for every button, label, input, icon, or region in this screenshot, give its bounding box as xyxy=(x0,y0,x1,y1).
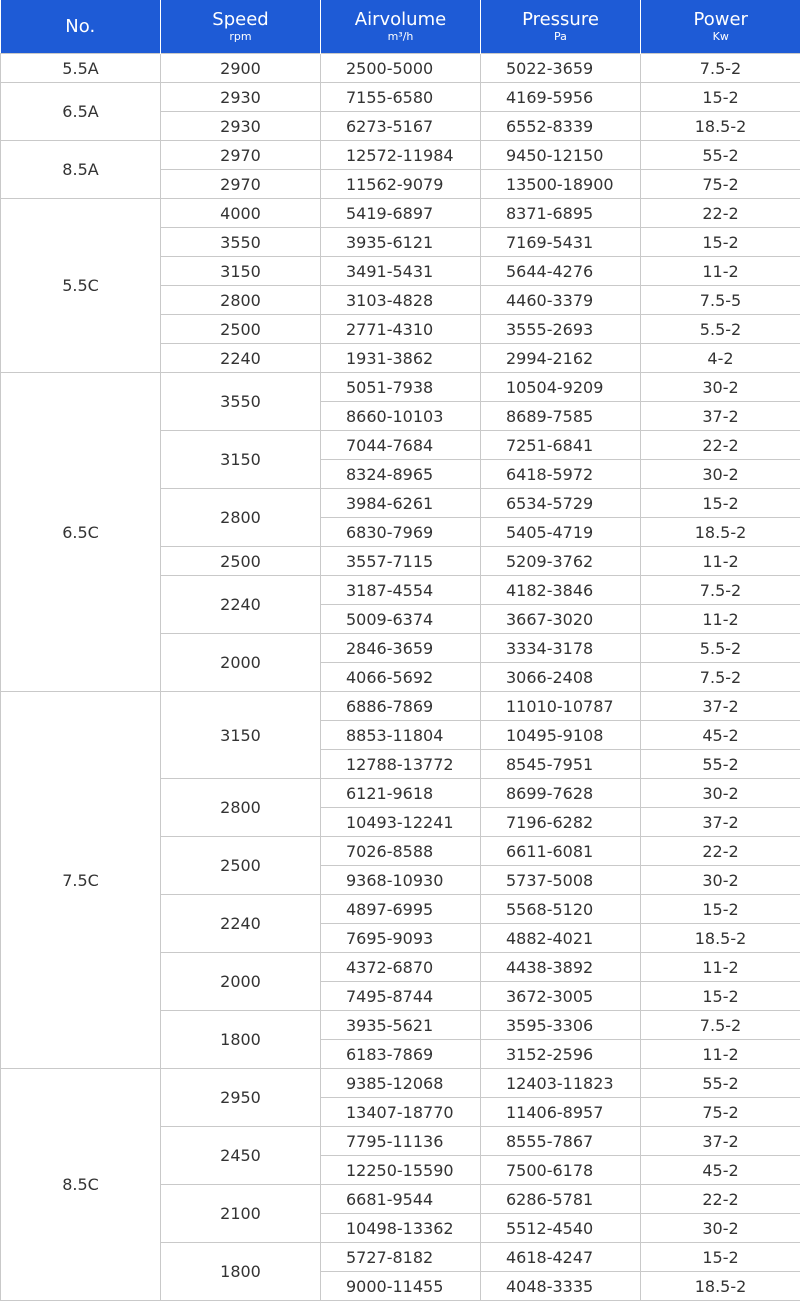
model-number-cell: 6.5C xyxy=(1,373,161,692)
power-cell: 18.5-2 xyxy=(641,518,800,547)
pressure-cell: 8371-6895 xyxy=(481,199,641,228)
speed-cell: 2500 xyxy=(161,547,321,576)
airvolume-cell: 4372-6870 xyxy=(321,953,481,982)
airvolume-cell: 5419-6897 xyxy=(321,199,481,228)
pressure-cell: 4438-3892 xyxy=(481,953,641,982)
airvolume-cell: 7026-8588 xyxy=(321,837,481,866)
pressure-cell: 4882-4021 xyxy=(481,924,641,953)
speed-cell: 2800 xyxy=(161,489,321,547)
pressure-cell: 4460-3379 xyxy=(481,286,641,315)
power-cell: 18.5-2 xyxy=(641,1272,800,1301)
speed-cell: 4000 xyxy=(161,199,321,228)
table-row xyxy=(1,54,800,83)
airvolume-cell: 7495-8744 xyxy=(321,982,481,1011)
airvolume-cell: 9368-10930 xyxy=(321,866,481,895)
power-cell: 30-2 xyxy=(641,460,800,489)
speed-cell: 2100 xyxy=(161,1185,321,1243)
pressure-cell: 7196-6282 xyxy=(481,808,641,837)
airvolume-cell: 7044-7684 xyxy=(321,431,481,460)
pressure-cell: 6552-8339 xyxy=(481,112,641,141)
pressure-cell: 13500-18900 xyxy=(481,170,641,199)
power-cell: 11-2 xyxy=(641,547,800,576)
power-cell: 7.5-2 xyxy=(641,663,800,692)
table-row xyxy=(1,199,800,228)
speed-cell: 3550 xyxy=(161,228,321,257)
speed-cell: 1800 xyxy=(161,1011,321,1069)
airvolume-cell: 9385-12068 xyxy=(321,1069,481,1098)
pressure-cell: 6611-6081 xyxy=(481,837,641,866)
model-number-cell: 5.5C xyxy=(1,199,161,373)
airvolume-cell: 5009-6374 xyxy=(321,605,481,634)
power-cell: 22-2 xyxy=(641,837,800,866)
table-row xyxy=(1,373,800,402)
power-cell: 15-2 xyxy=(641,982,800,1011)
power-cell: 22-2 xyxy=(641,431,800,460)
pressure-cell: 3334-3178 xyxy=(481,634,641,663)
power-cell: 11-2 xyxy=(641,257,800,286)
airvolume-cell: 6681-9544 xyxy=(321,1185,481,1214)
power-cell: 30-2 xyxy=(641,779,800,808)
power-cell: 37-2 xyxy=(641,1127,800,1156)
airvolume-cell: 4897-6995 xyxy=(321,895,481,924)
airvolume-cell: 3557-7115 xyxy=(321,547,481,576)
airvolume-cell: 6183-7869 xyxy=(321,1040,481,1069)
airvolume-cell: 11562-9079 xyxy=(321,170,481,199)
pressure-cell: 6286-5781 xyxy=(481,1185,641,1214)
speed-cell: 2000 xyxy=(161,953,321,1011)
header-power-label: Power xyxy=(693,9,748,30)
airvolume-cell: 6886-7869 xyxy=(321,692,481,721)
pressure-cell: 8689-7585 xyxy=(481,402,641,431)
power-cell: 5.5-2 xyxy=(641,634,800,663)
header-airvolume-unit: m³/h xyxy=(387,30,414,43)
power-cell: 22-2 xyxy=(641,1185,800,1214)
table-row xyxy=(1,1069,800,1098)
pressure-cell: 4618-4247 xyxy=(481,1243,641,1272)
model-number-cell: 8.5A xyxy=(1,141,161,199)
speed-cell: 2500 xyxy=(161,837,321,895)
airvolume-cell: 9000-11455 xyxy=(321,1272,481,1301)
speed-cell: 2240 xyxy=(161,344,321,373)
speed-cell: 2800 xyxy=(161,779,321,837)
power-cell: 18.5-2 xyxy=(641,112,800,141)
model-number-cell: 8.5C xyxy=(1,1069,161,1301)
pressure-cell: 3555-2693 xyxy=(481,315,641,344)
airvolume-cell: 12250-15590 xyxy=(321,1156,481,1185)
airvolume-cell: 6121-9618 xyxy=(321,779,481,808)
airvolume-cell: 8853-11804 xyxy=(321,721,481,750)
speed-cell: 3150 xyxy=(161,257,321,286)
airvolume-cell: 12572-11984 xyxy=(321,141,481,170)
speed-cell: 2500 xyxy=(161,315,321,344)
speed-cell: 2970 xyxy=(161,170,321,199)
airvolume-cell: 8660-10103 xyxy=(321,402,481,431)
power-cell: 15-2 xyxy=(641,895,800,924)
airvolume-cell: 4066-5692 xyxy=(321,663,481,692)
power-cell: 30-2 xyxy=(641,866,800,895)
pressure-cell: 3672-3005 xyxy=(481,982,641,1011)
pressure-cell: 9450-12150 xyxy=(481,141,641,170)
pressure-cell: 5022-3659 xyxy=(481,54,641,83)
power-cell: 4-2 xyxy=(641,344,800,373)
pressure-cell: 4182-3846 xyxy=(481,576,641,605)
speed-cell: 2930 xyxy=(161,112,321,141)
airvolume-cell: 3935-6121 xyxy=(321,228,481,257)
pressure-cell: 4048-3335 xyxy=(481,1272,641,1301)
airvolume-cell: 3491-5431 xyxy=(321,257,481,286)
airvolume-cell: 12788-13772 xyxy=(321,750,481,779)
pressure-cell: 5209-3762 xyxy=(481,547,641,576)
power-cell: 30-2 xyxy=(641,1214,800,1243)
pressure-cell: 12403-11823 xyxy=(481,1069,641,1098)
header-speed xyxy=(161,0,321,54)
pressure-cell: 5568-5120 xyxy=(481,895,641,924)
header-power-unit: Kw xyxy=(712,30,729,43)
airvolume-cell: 3984-6261 xyxy=(321,489,481,518)
airvolume-cell: 7155-6580 xyxy=(321,83,481,112)
airvolume-cell: 8324-8965 xyxy=(321,460,481,489)
table-row xyxy=(1,692,800,721)
header-row xyxy=(1,0,800,54)
speed-cell: 2900 xyxy=(161,54,321,83)
power-cell: 55-2 xyxy=(641,141,800,170)
power-cell: 30-2 xyxy=(641,373,800,402)
airvolume-cell: 5051-7938 xyxy=(321,373,481,402)
speed-cell: 2240 xyxy=(161,895,321,953)
speed-cell: 2450 xyxy=(161,1127,321,1185)
power-cell: 7.5-2 xyxy=(641,1011,800,1040)
power-cell: 15-2 xyxy=(641,489,800,518)
airvolume-cell: 2846-3659 xyxy=(321,634,481,663)
pressure-cell: 11010-10787 xyxy=(481,692,641,721)
airvolume-cell: 5727-8182 xyxy=(321,1243,481,1272)
airvolume-cell: 1931-3862 xyxy=(321,344,481,373)
speed-cell: 2800 xyxy=(161,286,321,315)
power-cell: 37-2 xyxy=(641,808,800,837)
pressure-cell: 7251-6841 xyxy=(481,431,641,460)
power-cell: 11-2 xyxy=(641,1040,800,1069)
pressure-cell: 7169-5431 xyxy=(481,228,641,257)
pressure-cell: 6418-5972 xyxy=(481,460,641,489)
speed-cell: 2970 xyxy=(161,141,321,170)
pressure-cell: 3152-2596 xyxy=(481,1040,641,1069)
power-cell: 11-2 xyxy=(641,953,800,982)
power-cell: 7.5-2 xyxy=(641,54,800,83)
table-body xyxy=(1,54,800,1301)
airvolume-cell: 13407-18770 xyxy=(321,1098,481,1127)
pressure-cell: 4169-5956 xyxy=(481,83,641,112)
pressure-cell: 8699-7628 xyxy=(481,779,641,808)
pressure-cell: 5737-5008 xyxy=(481,866,641,895)
airvolume-cell: 7795-11136 xyxy=(321,1127,481,1156)
pressure-cell: 10495-9108 xyxy=(481,721,641,750)
model-number-cell: 6.5A xyxy=(1,83,161,141)
speed-cell: 2240 xyxy=(161,576,321,634)
airvolume-cell: 2771-4310 xyxy=(321,315,481,344)
pressure-cell: 6534-5729 xyxy=(481,489,641,518)
power-cell: 22-2 xyxy=(641,199,800,228)
header-speed-unit: rpm xyxy=(229,30,252,43)
speed-cell: 2950 xyxy=(161,1069,321,1127)
airvolume-cell: 10498-13362 xyxy=(321,1214,481,1243)
header-airvolume xyxy=(321,0,481,54)
table-row xyxy=(1,141,800,170)
power-cell: 55-2 xyxy=(641,1069,800,1098)
speed-cell: 2930 xyxy=(161,83,321,112)
power-cell: 45-2 xyxy=(641,1156,800,1185)
power-cell: 5.5-2 xyxy=(641,315,800,344)
model-number-cell: 7.5C xyxy=(1,692,161,1069)
airvolume-cell: 2500-5000 xyxy=(321,54,481,83)
power-cell: 15-2 xyxy=(641,228,800,257)
speed-cell: 3550 xyxy=(161,373,321,431)
header-pressure xyxy=(481,0,641,54)
pressure-cell: 3066-2408 xyxy=(481,663,641,692)
airvolume-cell: 10493-12241 xyxy=(321,808,481,837)
airvolume-cell: 7695-9093 xyxy=(321,924,481,953)
model-number-cell: 5.5A xyxy=(1,54,161,83)
airvolume-cell: 3187-4554 xyxy=(321,576,481,605)
speed-cell: 1800 xyxy=(161,1243,321,1301)
header-no: No. xyxy=(1,0,161,54)
airvolume-cell: 6273-5167 xyxy=(321,112,481,141)
pressure-cell: 7500-6178 xyxy=(481,1156,641,1185)
pressure-cell: 5405-4719 xyxy=(481,518,641,547)
power-cell: 45-2 xyxy=(641,721,800,750)
header-speed-label: Speed xyxy=(212,9,269,30)
pressure-cell: 5512-4540 xyxy=(481,1214,641,1243)
power-cell: 15-2 xyxy=(641,83,800,112)
power-cell: 18.5-2 xyxy=(641,924,800,953)
pressure-cell: 8545-7951 xyxy=(481,750,641,779)
speed-cell: 3150 xyxy=(161,431,321,489)
power-cell: 7.5-5 xyxy=(641,286,800,315)
power-cell: 37-2 xyxy=(641,402,800,431)
pressure-cell: 11406-8957 xyxy=(481,1098,641,1127)
power-cell: 15-2 xyxy=(641,1243,800,1272)
header-pressure-unit: Pa xyxy=(554,30,567,43)
speed-cell: 2000 xyxy=(161,634,321,692)
pressure-cell: 3667-3020 xyxy=(481,605,641,634)
power-cell: 55-2 xyxy=(641,750,800,779)
pressure-cell: 2994-2162 xyxy=(481,344,641,373)
pressure-cell: 3595-3306 xyxy=(481,1011,641,1040)
power-cell: 75-2 xyxy=(641,170,800,199)
header-airvolume-label: Airvolume xyxy=(354,9,447,30)
airvolume-cell: 3935-5621 xyxy=(321,1011,481,1040)
pressure-cell: 5644-4276 xyxy=(481,257,641,286)
power-cell: 11-2 xyxy=(641,605,800,634)
power-cell: 37-2 xyxy=(641,692,800,721)
airvolume-cell: 3103-4828 xyxy=(321,286,481,315)
table-row xyxy=(1,83,800,112)
pressure-cell: 10504-9209 xyxy=(481,373,641,402)
speed-cell: 3150 xyxy=(161,692,321,779)
power-cell: 75-2 xyxy=(641,1098,800,1127)
header-pressure-label: Pressure xyxy=(522,9,599,30)
header-power xyxy=(641,0,800,54)
airvolume-cell: 6830-7969 xyxy=(321,518,481,547)
power-cell: 7.5-2 xyxy=(641,576,800,605)
pressure-cell: 8555-7867 xyxy=(481,1127,641,1156)
